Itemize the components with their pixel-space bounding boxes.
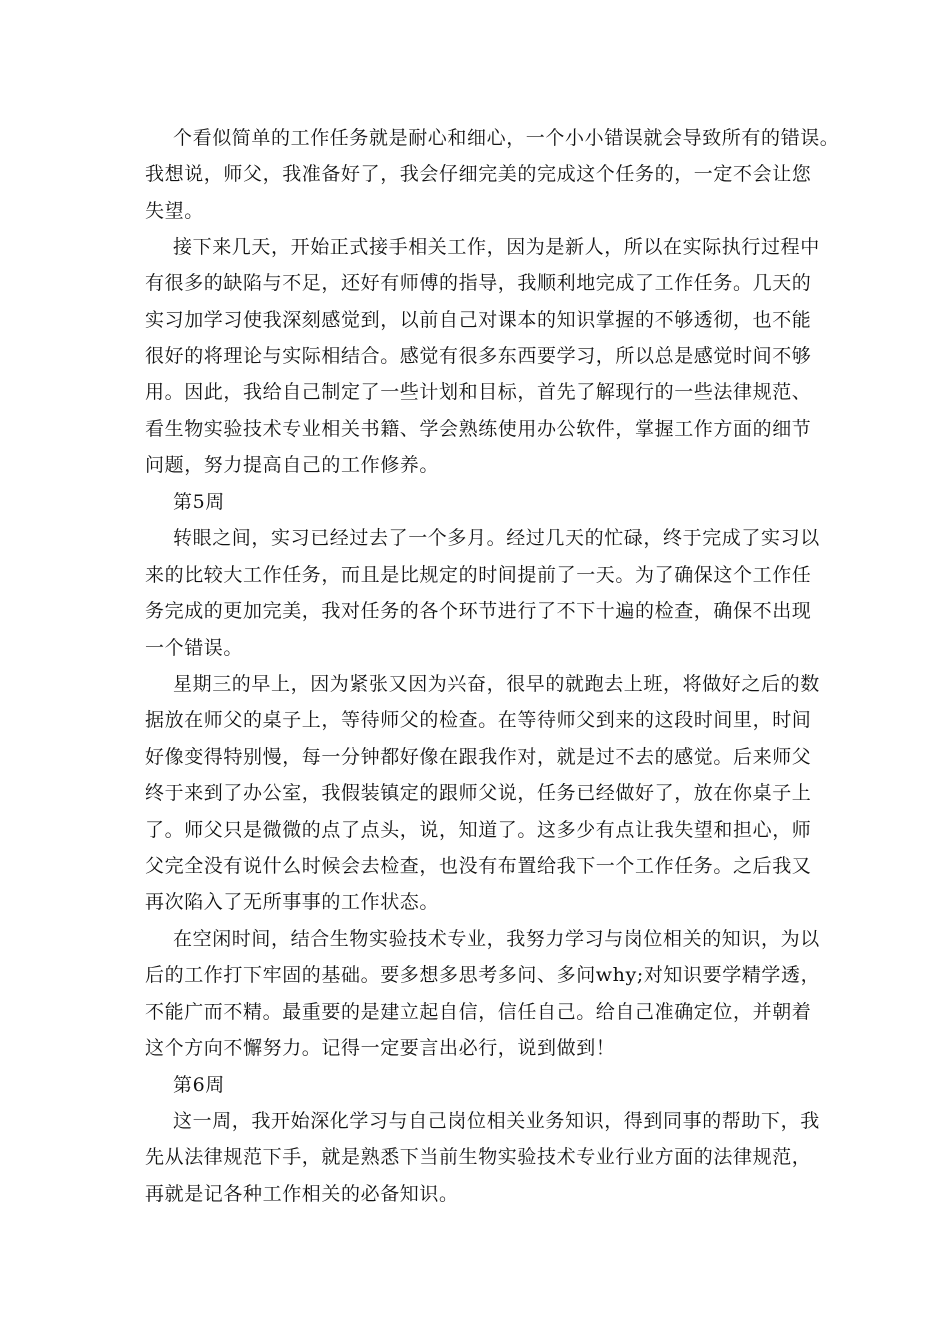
text-line: 用。因此，我给自己制定了一些计划和目标，首先了解现行的一些法律规范、 [145, 381, 812, 403]
text-line: 终于来到了办公室，我假装镇定的跟师父说，任务已经做好了，放在你桌子上 [145, 782, 812, 804]
text-line: 来的比较大工作任务，而且是比规定的时间提前了一天。为了确保这个工作任 [145, 564, 812, 586]
text-line: 实习加学习使我深刻感觉到，以前自己对课本的知识掌握的不够透彻，也不能 [145, 309, 812, 331]
section-heading-week-6: 第6周 [173, 1074, 225, 1096]
text-line: 一个错误。 [145, 637, 244, 659]
text-line: 在空闲时间，结合生物实验技术专业，我努力学习与岗位相关的知识，为以 [173, 928, 820, 950]
text-line: 务完成的更加完美，我对任务的各个环节进行了不下十遍的检查，确保不出现 [145, 600, 812, 622]
text-line: 好像变得特别慢，每一分钟都好像在跟我作对，就是过不去的感觉。后来师父 [145, 746, 812, 768]
text-line: 看生物实验技术专业相关书籍、学会熟练使用办公软件，掌握工作方面的细节 [145, 418, 812, 440]
text-line: 我想说，师父，我准备好了，我会仔细完美的完成这个任务的，一定不会让您 [145, 163, 812, 185]
text-line: 失望。 [145, 200, 204, 222]
text-line: 父完全没有说什么时候会去检查，也没有布置给我下一个工作任务。之后我又 [145, 855, 812, 877]
text-line: 不能广而不精。最重要的是建立起自信，信任自己。给自己准确定位，并朝着 [145, 1001, 812, 1023]
text-line: 再就是记各种工作相关的必备知识。 [145, 1183, 459, 1205]
section-heading-week-5: 第5周 [173, 491, 225, 513]
text-line: 星期三的早上，因为紧张又因为兴奋，很早的就跑去上班，将做好之后的数 [173, 673, 820, 695]
text-line: 后的工作打下牢固的基础。要多想多思考多问、多问why;对知识要学精学透， [145, 964, 821, 986]
text-line: 这个方向不懈努力。记得一定要言出必行，说到做到！ [145, 1037, 616, 1059]
text-line: 很好的将理论与实际相结合。感觉有很多东西要学习，所以总是感觉时间不够 [145, 345, 812, 367]
text-line: 个看似简单的工作任务就是耐心和细心，一个小小错误就会导致所有的错误。 [173, 127, 840, 149]
text-line: 先从法律规范下手，就是熟悉下当前生物实验技术专业行业方面的法律规范， [145, 1146, 812, 1168]
text-line: 据放在师父的桌子上，等待师父的检查。在等待师父到来的这段时间里，时间 [145, 709, 812, 731]
text-line: 接下来几天，开始正式接手相关工作，因为是新人，所以在实际执行过程中 [173, 236, 820, 258]
text-line: 问题，努力提高自己的工作修养。 [145, 454, 440, 476]
text-line: 再次陷入了无所事事的工作状态。 [145, 891, 440, 913]
text-line: 了。师父只是微微的点了点头，说，知道了。这多少有点让我失望和担心，师 [145, 819, 812, 841]
text-line: 转眼之间，实习已经过去了一个多月。经过几天的忙碌，终于完成了实习以 [173, 527, 820, 549]
text-line: 有很多的缺陷与不足，还好有师傅的指导，我顺利地完成了工作任务。几天的 [145, 272, 812, 294]
text-line: 这一周，我开始深化学习与自己岗位相关业务知识，得到同事的帮助下，我 [173, 1110, 820, 1132]
